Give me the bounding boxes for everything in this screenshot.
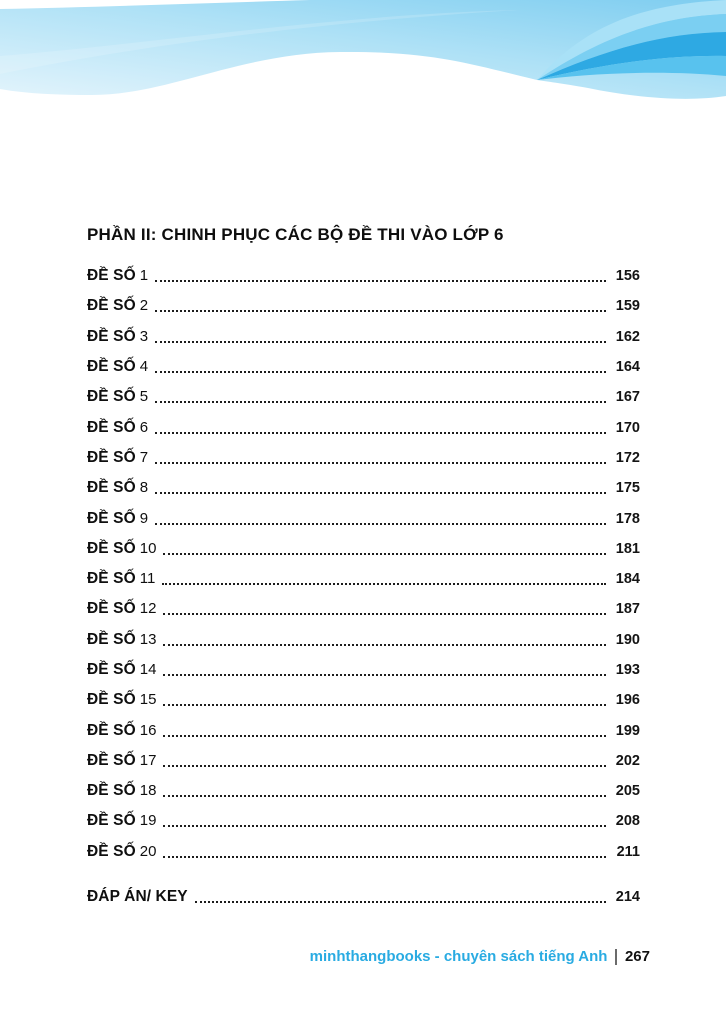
toc-item-number: 11 [139, 570, 156, 588]
dot-leader [163, 674, 606, 676]
toc-row [87, 776, 640, 806]
toc-item-label [87, 782, 156, 800]
footer-separator [615, 949, 617, 965]
dot-leader [163, 613, 606, 615]
toc-row [87, 806, 640, 836]
dot-leader [155, 310, 606, 312]
toc-item-number: 18 [139, 782, 157, 800]
toc-item-prefix: ĐỀ SỐ [87, 509, 136, 527]
toc-item-prefix: ĐỀ SỐ [87, 721, 136, 739]
toc-item-page-number: 167 [615, 389, 640, 406]
dot-leader [163, 795, 606, 797]
dot-leader [163, 553, 606, 555]
toc-row [87, 564, 640, 594]
toc-row [87, 715, 640, 745]
toc-item-page-number: 184 [615, 571, 640, 588]
dot-leader [195, 901, 606, 903]
toc-row [87, 534, 640, 564]
toc-row [87, 625, 640, 655]
toc-item-number: 19 [139, 812, 157, 830]
toc-item-label [87, 722, 156, 740]
toc-item-number: 4 [139, 358, 149, 376]
toc-item-prefix: ĐỀ SỐ [87, 842, 136, 860]
toc-row [87, 412, 640, 442]
dot-leader [155, 432, 606, 434]
header-wave-decoration [0, 0, 726, 118]
toc-item-label [87, 479, 148, 497]
toc-item-number: 15 [139, 691, 157, 709]
toc-item-label [87, 419, 148, 437]
toc-item-number: 6 [139, 418, 149, 436]
answer-key-page-number: 214 [615, 889, 640, 906]
toc-item-label [87, 297, 148, 315]
dot-leader [163, 704, 606, 706]
toc-item-number: 8 [139, 479, 149, 497]
toc-item-prefix: ĐỀ SỐ [87, 661, 136, 678]
toc-item-page-number: 170 [615, 419, 640, 436]
dot-leader [155, 280, 606, 282]
toc-row [87, 352, 640, 382]
toc-item-prefix: ĐỀ SỐ [87, 448, 136, 466]
dot-leader [155, 341, 606, 343]
toc-row [87, 594, 640, 624]
toc-row [87, 322, 640, 352]
toc-item-number: 13 [139, 630, 157, 648]
toc-item-label [87, 691, 156, 709]
toc-row [87, 503, 640, 533]
toc-item-label [87, 843, 156, 861]
toc-item-number: 9 [139, 509, 149, 527]
toc-item-prefix: ĐỀ SỐ [87, 691, 136, 709]
toc-item-prefix: ĐỀ SỐ [87, 267, 136, 285]
toc-list [87, 261, 640, 867]
toc-item-prefix: ĐỀ SỐ [87, 327, 136, 345]
dot-leader [155, 462, 606, 464]
toc-row [87, 443, 640, 473]
toc-item-page-number: 205 [615, 783, 640, 800]
dot-leader [163, 825, 606, 827]
toc-item-page-number: 172 [615, 449, 640, 466]
toc-item-number: 2 [139, 297, 149, 315]
dot-leader [163, 644, 606, 646]
toc-item-number: 10 [139, 539, 157, 557]
toc-item-label [87, 358, 148, 376]
toc-row [87, 685, 640, 715]
toc-item-number: 20 [139, 842, 157, 860]
dot-leader [155, 401, 606, 403]
toc-item-number: 16 [139, 721, 157, 739]
dot-leader [155, 371, 606, 373]
toc-item-label [87, 661, 156, 679]
toc-row [87, 655, 640, 685]
toc-item-page-number: 199 [615, 722, 640, 739]
dot-leader [155, 492, 606, 494]
toc-item-prefix: ĐỀ SỐ [87, 418, 136, 436]
answer-key-label: ĐÁP ÁN/ KEY [87, 888, 188, 906]
toc-item-number: 7 [139, 448, 149, 466]
toc-item-page-number: 164 [615, 359, 640, 376]
toc-item-page-number: 208 [615, 813, 640, 830]
toc-item-number: 12 [139, 600, 157, 618]
section-title: PHẦN II: CHINH PHỤC CÁC BỘ ĐỀ THI VÀO LỚP 6 [87, 225, 504, 244]
toc-item-label [87, 388, 148, 406]
toc-item-prefix: ĐỀ SỐ [87, 600, 136, 618]
toc-row [87, 382, 640, 412]
toc-item-label [87, 449, 148, 467]
page-footer [310, 948, 650, 965]
toc-item-prefix: ĐỀ SỐ [87, 782, 136, 800]
toc-item-number: 14 [139, 661, 157, 678]
toc-item-page-number: 190 [615, 631, 640, 648]
toc-item-number: 3 [139, 327, 149, 345]
toc-item-page-number: 211 [616, 843, 640, 860]
toc-item-label [87, 600, 156, 618]
toc-item-label [87, 752, 156, 770]
toc-item-page-number: 156 [615, 268, 640, 285]
dot-leader [163, 735, 606, 737]
toc-item-label [87, 631, 156, 649]
toc-item-prefix: ĐỀ SỐ [87, 388, 136, 406]
toc-item-page-number: 202 [615, 752, 640, 769]
toc-item-page-number: 187 [615, 601, 640, 618]
toc-item-page-number: 159 [615, 298, 640, 315]
toc-item-prefix: ĐỀ SỐ [87, 539, 136, 557]
toc-item-page-number: 193 [615, 662, 640, 678]
dot-leader [155, 523, 606, 525]
toc-item-label [87, 267, 148, 285]
toc-item-page-number: 178 [615, 510, 640, 527]
toc-item-label [87, 328, 148, 346]
toc-item-label [87, 570, 155, 588]
toc-item-number: 5 [139, 388, 149, 406]
dot-leader [163, 765, 606, 767]
toc-item-label [87, 510, 148, 528]
toc-row [87, 261, 640, 291]
toc-item-page-number: 162 [615, 328, 640, 345]
toc-item-number: 1 [139, 267, 149, 285]
dot-leader [162, 583, 606, 585]
toc-item-prefix: ĐỀ SỐ [87, 570, 136, 588]
toc-item-prefix: ĐỀ SỐ [87, 297, 136, 315]
toc-row [87, 746, 640, 776]
toc-item-label [87, 812, 156, 830]
toc-item-number: 17 [139, 751, 157, 769]
toc-item-page-number: 181 [615, 540, 640, 557]
toc-item-prefix: ĐỀ SỐ [87, 751, 136, 769]
dot-leader [163, 856, 606, 858]
footer-page-number: 267 [624, 948, 650, 965]
toc-row [87, 837, 640, 867]
toc-item-page-number: 196 [615, 692, 640, 709]
toc-content [87, 225, 640, 912]
footer-brand: minhthangbooks - chuyên sách tiếng Anh [309, 948, 608, 965]
toc-item-label [87, 540, 156, 558]
answer-key-row [87, 882, 640, 912]
toc-item-prefix: ĐỀ SỐ [87, 358, 136, 376]
toc-item-page-number: 175 [615, 480, 640, 497]
toc-item-prefix: ĐỀ SỐ [87, 630, 136, 648]
toc-row [87, 291, 640, 321]
toc-item-prefix: ĐỀ SỐ [87, 479, 136, 497]
toc-row [87, 473, 640, 503]
toc-item-prefix: ĐỀ SỐ [87, 812, 136, 830]
